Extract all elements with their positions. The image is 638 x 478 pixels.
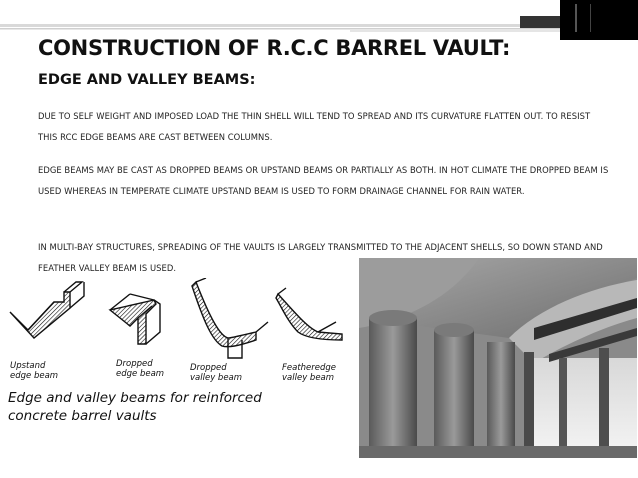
header-stripe	[575, 4, 577, 32]
barrel-vault-photo	[359, 258, 637, 458]
label-dropped-valley-1: Dropped	[190, 363, 227, 373]
paragraph-multi-bay: IN MULTI-BAY STRUCTURES, SPREADING OF THE VAULTS IS LARGELY TRANSMITTED TO THE ADJACENT SHELLS, SO DOWN STAND AND FEATHER VALLEY BEAM IS USED.	[38, 242, 603, 273]
section-subtitle: EDGE AND VALLEY BEAMS:	[38, 72, 256, 88]
label-featheredge-1: Featheredge	[282, 363, 337, 373]
dropped-valley-beam-sketch	[192, 278, 268, 358]
label-dropped-valley-2: valley beam	[190, 373, 243, 383]
figure-caption-line2: concrete barrel vaults	[8, 408, 157, 424]
header-stripe	[590, 4, 591, 32]
header-black-band	[560, 0, 638, 40]
featheredge-valley-beam-sketch	[276, 288, 342, 340]
upstand-edge-beam-sketch	[10, 282, 84, 338]
label-dropped-edge-2: edge beam	[116, 369, 165, 379]
label-upstand-1: Upstand	[10, 361, 46, 371]
header-stripe	[0, 24, 560, 27]
header-decoration	[0, 0, 638, 40]
paragraph-edge-beams: EDGE BEAMS MAY BE CAST AS DROPPED BEAMS OR UPSTAND BEAMS OR PARTIALLY AS BOTH. IN HOT CLIMATE THE DROPPED BEAM IS USED WHEREAS IN TEMPERATE CLIMATE UPSTAND BEAM IS USED TO FORM DRAINAGE CHANNEL FOR RAIN WATER.	[38, 165, 609, 196]
header-stripe	[0, 28, 560, 30]
beam-diagrams-figure	[6, 278, 346, 428]
label-featheredge-2: valley beam	[282, 373, 335, 383]
label-upstand-2: edge beam	[10, 371, 59, 381]
slide-title: CONSTRUCTION OF R.C.C BARREL VAULT:	[38, 36, 511, 60]
dropped-edge-beam-sketch	[110, 294, 160, 344]
label-dropped-edge-1: Dropped	[116, 359, 153, 369]
figure-caption-line1: Edge and valley beams for reinforced	[8, 390, 262, 406]
header-stripe	[520, 16, 560, 28]
paragraph-self-weight: DUE TO SELF WEIGHT AND IMPOSED LOAD THE THIN SHELL WILL TEND TO SPREAD AND ITS CURVATURE FLATTEN OUT. TO RESIST THIS RCC EDGE BEAMS ARE CAST BETWEEN COLUMNS.	[38, 111, 591, 142]
